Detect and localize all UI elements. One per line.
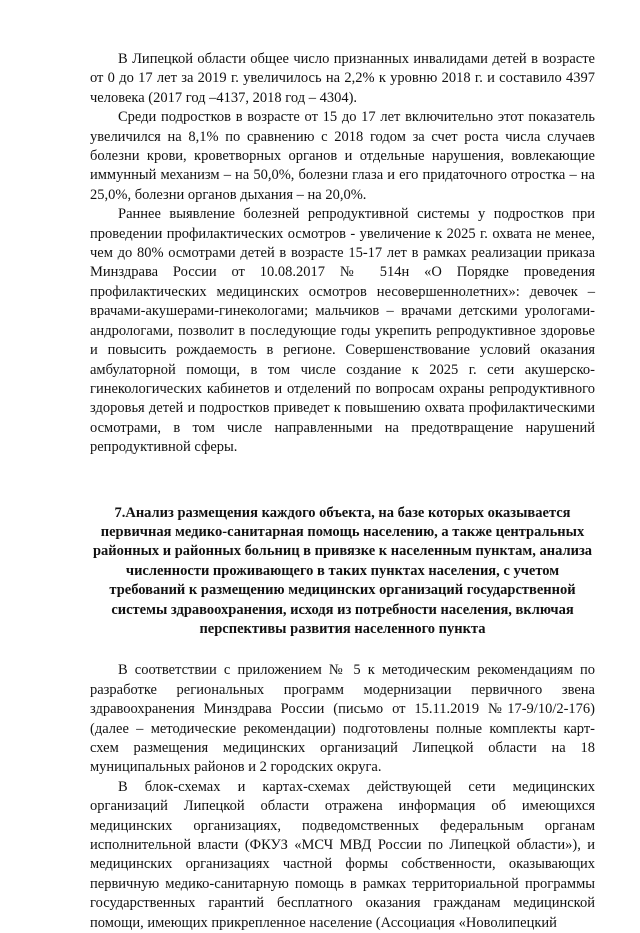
section-heading: 7.Анализ размещения каждого объекта, на базе которых оказывается первичная медико-санитарная помощь населению, а также центральных районных и районных больниц в привязке к населенным пунктам, анализа численности проживающего в таких пунктах населения, с учетом требований к размещению медицинских организаций государственной системы здравоохранения, исходя из потребности населения, включая перспективы развития населенного пункта [92,504,593,637]
heading-spacer [90,639,595,661]
paragraph-disabled-children: В Липецкой области общее число признанных инвалидами детей в возрасте от 0 до 17 лет за 2019 г. увеличилось на 2,2% к уровню 2018 г. и составило 4397 человека (2017 год –4137, 2018 год – 4304). [90,51,595,106]
paragraph-adolescents: Среди подростков в возрасте от 15 до 17 лет включительно этот показатель увеличился на 8,1% по сравнению с 2018 годом за счет роста числа случаев болезни крови, кроветворных органов и отдельные нарушения, вовлекающие иммунный механизм – на 50,0%, болезни глаза и его придаточного отростка – на 25,0%, болезни органов дыхания – на 20,0%. [90,109,595,203]
paragraph-block-schemes: В блок-схемах и картах-схемах действующей сети медицинских организаций Липецкой области отражена информация об имеющихся медицинских организациях, подведомственных федеральным органам исполнительной власти (ФКУЗ «МСЧ МВД России по Липецкой области»), и медицинских организациях частной формы собственности, оказывающих первичную медико-санитарную помощь в рамках территориальной программы государственных гарантий бесплатного оказания гражданам медицинской помощи, имеющих прикрепленное население (Ассоциация «Новолипецкий [90,778,595,931]
document-page [90,50,595,933]
paragraph-reproductive-screening: Раннее выявление болезней репродуктивной системы у подростков при проведении профилактических осмотров - увеличение к 2025 г. охвата не менее, чем до 80% осмотрами детей в возрасте 15-17 лет в рамках реализации приказа Минздрава России от 10.08.2017 № 514н «О Порядке проведения профилактических медицинских осмотров несовершеннолетних»: девочек – врачами-акушерами-гинекологами; мальчиков – врачами детскими урологами-андрологами, позволит в последующие годы укрепить репродуктивное здоровье и повысить рождаемость в регионе. Совершенствование условий оказания амбулаторной помощи, в том числе создание к 2025 г. сети акушерско-гинекологических кабинетов и отделений по вопросам охраны репродуктивного здоровья детей и подростков приведет к повышению охвата профилактическими осмотрами, в том числе направленными на предотвращение нарушений репродуктивной сферы. [90,206,595,456]
section-spacer [90,458,595,504]
paragraph-methodical-recommendations: В соответствии с приложением № 5 к методическим рекомендациям по разработке региональных программ модернизации первичного звена здравоохранения Минздрава России (письмо от 15.11.2019 №17-9/10/2-176) (далее – методические рекомендации) подготовлены полные комплекты карт-схем размещения медицинских организаций Липецкой области на 18 муниципальных районов и 2 городских округа. [90,662,595,776]
